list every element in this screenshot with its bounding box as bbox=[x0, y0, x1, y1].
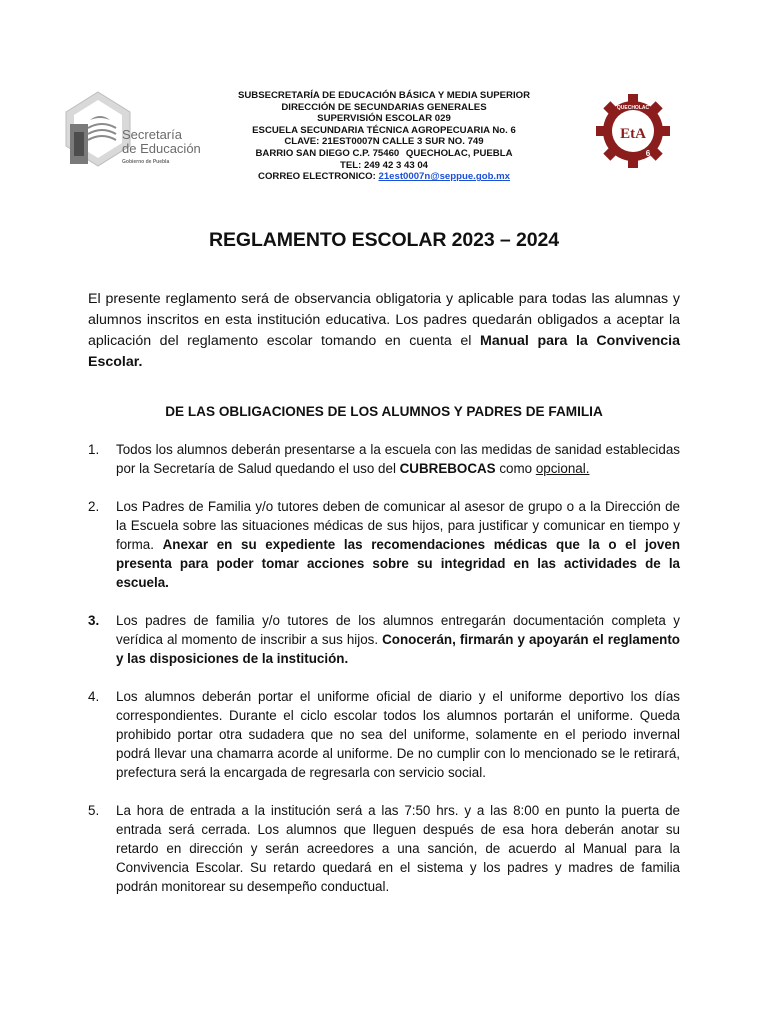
logo-line-2: de Educación bbox=[122, 141, 201, 156]
intro-paragraph bbox=[88, 289, 680, 373]
item-underline: opcional. bbox=[535, 461, 590, 476]
header-email-line bbox=[206, 171, 562, 183]
item-text: como bbox=[495, 461, 536, 476]
item-bold: Conocerán, firmarán y apoyarán el reglamento y las disposiciones de la institución. bbox=[116, 632, 680, 666]
list-item bbox=[88, 440, 680, 478]
header-line: CLAVE: 21EST0007N CALLE 3 SUR NO. 749 bbox=[284, 136, 484, 148]
document-title: REGLAMENTO ESCOLAR 2023 – 2024 bbox=[209, 229, 559, 251]
list-item bbox=[88, 687, 680, 782]
item-number: 2. bbox=[88, 499, 100, 514]
email-label: CORREO ELECTRONICO: bbox=[258, 171, 376, 183]
address-city: QUECHOLAC, PUEBLA bbox=[405, 147, 513, 159]
header-line: ESCUELA SECUNDARIA TÉCNICA AGROPECUARIA No. 6 bbox=[252, 124, 516, 136]
seal-top-text: QUECHOLAC bbox=[616, 105, 650, 111]
header-phone: TEL: 249 42 3 43 04 bbox=[340, 159, 428, 171]
header-address bbox=[206, 148, 562, 160]
list-item bbox=[88, 801, 680, 896]
item-bold: CUBREBOCAS bbox=[399, 461, 496, 476]
logo-line-3: Gobierno de Puebla bbox=[122, 159, 170, 165]
item-text: La hora de entrada a la institución será a las 7:50 hrs. y a las 8:00 en punto la puerta de entrada será cerrada. Los alumnos que lleguen después de esa hora deberán anotar su retardo en dirección y serán acreedores a una sanción, de acuerdo al Manual para la Convivencia Escolar. Su retardo quedará en el sistema y los padres y madres de familia podrán monitorear su desempeño conductual. bbox=[116, 803, 680, 894]
header-line: DIRECCIÓN DE SECUNDARIAS GENERALES bbox=[281, 101, 487, 113]
item-number: 3. bbox=[88, 613, 100, 628]
intro-text: El presente reglamento será de observancia obligatoria y aplicable para todas las alumnas y alumnos inscritos en esta institución educativa. Los padres quedarán obligados a aceptar la aplicación del reglamento escolar tomando en cuenta el bbox=[88, 291, 680, 349]
item-text: Los padres de familia y/o tutores de los alumnos entregarán documentación completa y verídica al momento de inscribir a sus hijos. bbox=[116, 613, 680, 647]
school-seal-logo bbox=[596, 94, 670, 168]
header-line: SUPERVISIÓN ESCOLAR 029 bbox=[317, 113, 451, 125]
item-number: 1. bbox=[88, 442, 100, 457]
section-title: DE LAS OBLIGACIONES DE LOS ALUMNOS Y PADRES DE FAMILIA bbox=[165, 404, 603, 419]
address-part: BARRIO SAN DIEGO C.P. 75460 bbox=[255, 147, 400, 159]
secretaria-educacion-logo bbox=[60, 90, 210, 168]
intro-bold: Manual para la Convivencia Escolar. bbox=[88, 333, 680, 370]
email-link[interactable]: 21est0007n@seppue.gob.mx bbox=[378, 171, 510, 183]
list-item bbox=[88, 497, 680, 592]
logo-line-1: Secretaría bbox=[122, 127, 182, 142]
obligations-list bbox=[88, 440, 680, 915]
item-text: Los Padres de Familia y/o tutores deben de comunicar al asesor de grupo o a la Dirección de la Escuela sobre las situaciones médicas de sus hijos, para justificar y comunicar en tiempo y forma. bbox=[116, 499, 680, 552]
header-line: SUBSECRETARÍA DE EDUCACIÓN BÁSICA Y MEDIA SUPERIOR bbox=[237, 90, 531, 101]
item-number: 5. bbox=[88, 803, 100, 818]
item-bold: Anexar en su expediente las recomendaciones médicas que la o el joven presenta para poder tomar acciones sobre su integridad en las actividades de la escuela. bbox=[116, 537, 681, 590]
institution-header bbox=[206, 90, 562, 183]
seal-center-text: EtA bbox=[620, 126, 646, 142]
list-item bbox=[88, 611, 680, 668]
emblem-icon bbox=[66, 92, 130, 166]
item-text: Los alumnos deberán portar el uniforme oficial de diario y el uniforme deportivo los días correspondientes. Durante el ciclo escolar todos los alumnos portarán el uniforme. Queda prohibido portar otra sudadera que no sea del uniforme, solamente en el periodo invernal podrá llevar una chamarra acorde al uniforme. De no cumplir con lo mencionado se le retirará, prefectura será la encargada de regresarla con servicio social. bbox=[116, 689, 680, 780]
item-number: 4. bbox=[88, 689, 100, 704]
seal-number: 6 bbox=[645, 149, 651, 158]
item-text: Todos los alumnos deberán presentarse a la escuela con las medidas de sanidad establecidas por la Secretaría de Salud quedando el uso del bbox=[116, 442, 680, 476]
